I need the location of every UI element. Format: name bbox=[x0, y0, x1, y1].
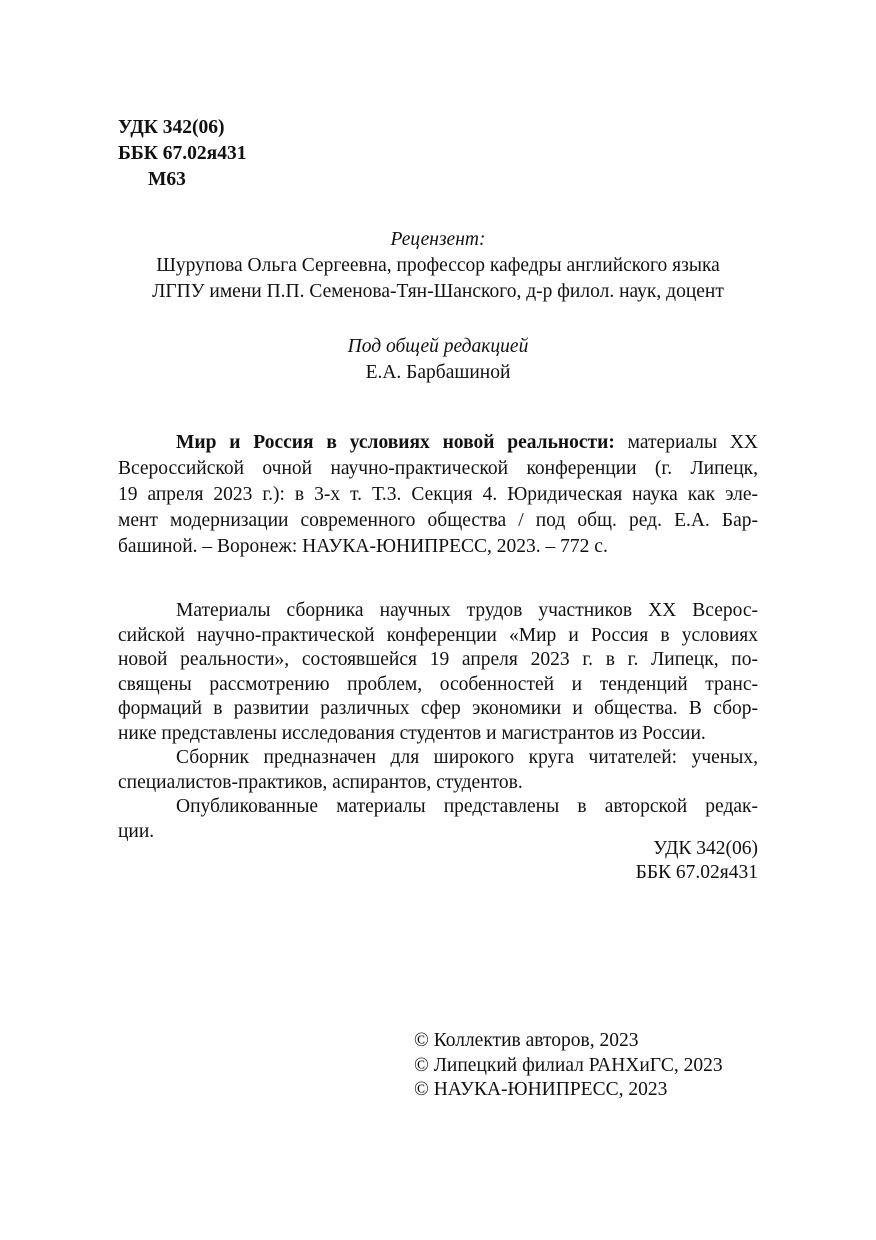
abstract-line: сийской научно-практической конференции «Мир и Россия в условиях bbox=[118, 624, 758, 646]
editor-heading: Под общей редакцией bbox=[347, 336, 529, 357]
citation-line: мент модернизации современного общества / под общ. ред. Е.А. Бар- bbox=[118, 510, 758, 531]
abstract-line: священы рассмотрению проблем, особенностей и тенденций транс- bbox=[118, 673, 758, 695]
citation-line: башиной. – Воронеж: НАУКА-ЮНИПРЕСС, 2023. – 772 с. bbox=[118, 536, 608, 557]
copyright-line: © Липецкий филиал РАНХиГС, 2023 bbox=[414, 1054, 723, 1076]
bbk-code: ББК 67.02я431 bbox=[118, 143, 247, 164]
abstract bbox=[118, 599, 758, 844]
abstract-line: Материалы сборника научных трудов участников XX Всерос- bbox=[176, 600, 758, 621]
copyright-line: © НАУКА-ЮНИПРЕСС, 2023 bbox=[414, 1079, 668, 1100]
citation-line bbox=[118, 430, 758, 456]
citation-text: материалы XX bbox=[614, 432, 759, 453]
reviewer-section bbox=[118, 227, 758, 305]
abstract-line: нике представлены исследования студентов и магистрантов из России. bbox=[118, 722, 706, 744]
reviewer-line: ЛГПУ имени П.П. Семенова-Тян-Шанского, д-р филол. наук, доцент bbox=[152, 281, 724, 302]
footer-bbk-code: ББК 67.02я431 bbox=[635, 862, 758, 883]
editor-name: Е.А. Барбашиной bbox=[365, 362, 511, 383]
udk-code: УДК 342(06) bbox=[118, 117, 225, 138]
classification-codes bbox=[118, 115, 246, 193]
reviewer-line: Шурупова Ольга Сергеевна, профессор кафедры английского языка bbox=[156, 255, 720, 276]
abstract-line: специалистов-практиков, аспирантов, студентов. bbox=[118, 771, 523, 793]
abstract-line: Опубликованные материалы представлены в авторской редак- bbox=[176, 796, 758, 817]
citation-line: Всероссийской очной научно-практической конференции (г. Липецк, bbox=[118, 458, 758, 479]
citation-title: Мир и Россия в условиях новой реальности: bbox=[176, 432, 615, 453]
footer-classification-codes bbox=[118, 837, 758, 885]
author-mark: М63 bbox=[148, 169, 186, 190]
abstract-line: Сборник предназначен для широкого круга читателей: ученых, bbox=[176, 747, 758, 768]
bibliographic-citation bbox=[118, 430, 758, 560]
citation-line: 19 апреля 2023 г.): в 3-х т. Т.3. Секция 4. Юридическая наука как эле- bbox=[118, 484, 758, 505]
footer-udk-code: УДК 342(06) bbox=[653, 838, 758, 859]
abstract-line: ции. bbox=[118, 820, 155, 842]
abstract-line: формаций в развитии различных сфер экономики и общества. В сбор- bbox=[118, 698, 758, 719]
abstract-line: новой реальности», состоявшейся 19 апреля 2023 г. в г. Липецк, по- bbox=[118, 649, 758, 670]
copyright-line: © Коллектив авторов, 2023 bbox=[414, 1030, 639, 1051]
editor-section bbox=[118, 334, 758, 386]
copyright-block bbox=[414, 1029, 723, 1103]
reviewer-heading: Рецензент: bbox=[390, 229, 486, 250]
